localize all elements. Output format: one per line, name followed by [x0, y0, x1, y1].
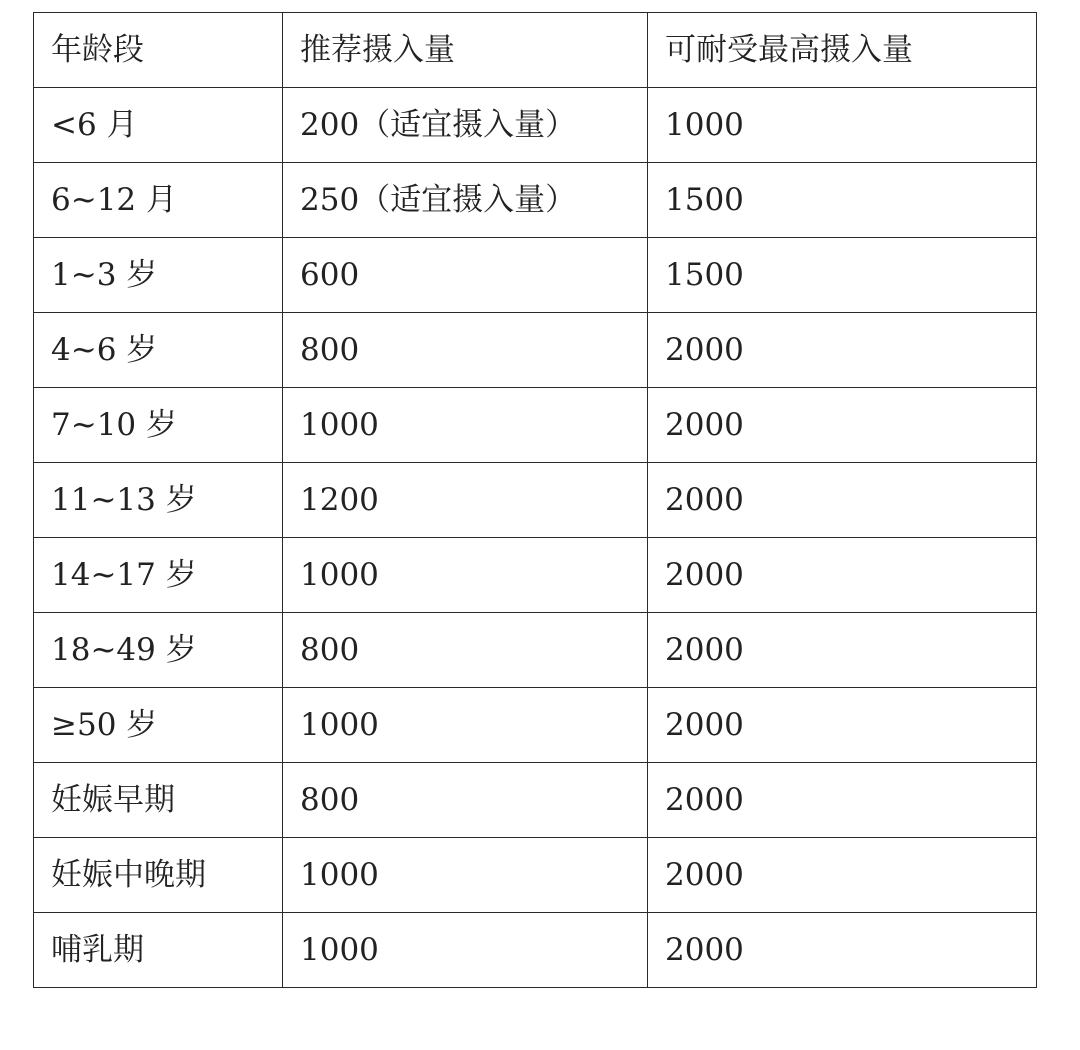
cell-age-group: <6 月 [34, 88, 283, 163]
cell-age-group: 11~13 岁 [34, 463, 283, 538]
cell-tolerable-upper-intake: 2000 [648, 763, 1037, 838]
intake-table-container [33, 12, 1037, 988]
table-row [34, 313, 1037, 388]
cell-age-group: 6~12 月 [34, 163, 283, 238]
header-tolerable-upper-intake: 可耐受最高摄入量 [648, 13, 1037, 88]
table-header-row [34, 13, 1037, 88]
cell-tolerable-upper-intake: 1000 [648, 88, 1037, 163]
cell-tolerable-upper-intake: 2000 [648, 688, 1037, 763]
cell-tolerable-upper-intake: 1500 [648, 163, 1037, 238]
table-row [34, 88, 1037, 163]
table-row [34, 463, 1037, 538]
cell-tolerable-upper-intake: 2000 [648, 313, 1037, 388]
cell-age-group: 妊娠早期 [34, 763, 283, 838]
cell-recommended-intake: 250（适宜摄入量） [283, 163, 648, 238]
cell-recommended-intake: 600 [283, 238, 648, 313]
header-age-group: 年龄段 [34, 13, 283, 88]
table-row [34, 388, 1037, 463]
cell-recommended-intake: 800 [283, 613, 648, 688]
cell-recommended-intake: 200（适宜摄入量） [283, 88, 648, 163]
cell-recommended-intake: 1000 [283, 388, 648, 463]
cell-tolerable-upper-intake: 2000 [648, 388, 1037, 463]
cell-age-group: 4~6 岁 [34, 313, 283, 388]
cell-recommended-intake: 1200 [283, 463, 648, 538]
table-row [34, 838, 1037, 913]
cell-tolerable-upper-intake: 2000 [648, 613, 1037, 688]
table-row [34, 913, 1037, 988]
table-row [34, 763, 1037, 838]
cell-age-group: 妊娠中晚期 [34, 838, 283, 913]
table-row [34, 538, 1037, 613]
cell-age-group: 18~49 岁 [34, 613, 283, 688]
cell-recommended-intake: 1000 [283, 913, 648, 988]
cell-recommended-intake: 800 [283, 763, 648, 838]
table-row [34, 613, 1037, 688]
cell-age-group: 7~10 岁 [34, 388, 283, 463]
cell-tolerable-upper-intake: 2000 [648, 463, 1037, 538]
cell-tolerable-upper-intake: 1500 [648, 238, 1037, 313]
cell-age-group: 14~17 岁 [34, 538, 283, 613]
cell-recommended-intake: 1000 [283, 688, 648, 763]
cell-recommended-intake: 800 [283, 313, 648, 388]
cell-age-group: 1~3 岁 [34, 238, 283, 313]
cell-tolerable-upper-intake: 2000 [648, 838, 1037, 913]
header-recommended-intake: 推荐摄入量 [283, 13, 648, 88]
cell-age-group: ≥50 岁 [34, 688, 283, 763]
intake-table [33, 12, 1037, 988]
cell-recommended-intake: 1000 [283, 838, 648, 913]
table-row [34, 688, 1037, 763]
cell-recommended-intake: 1000 [283, 538, 648, 613]
table-row [34, 163, 1037, 238]
cell-age-group: 哺乳期 [34, 913, 283, 988]
cell-tolerable-upper-intake: 2000 [648, 538, 1037, 613]
table-row [34, 238, 1037, 313]
cell-tolerable-upper-intake: 2000 [648, 913, 1037, 988]
